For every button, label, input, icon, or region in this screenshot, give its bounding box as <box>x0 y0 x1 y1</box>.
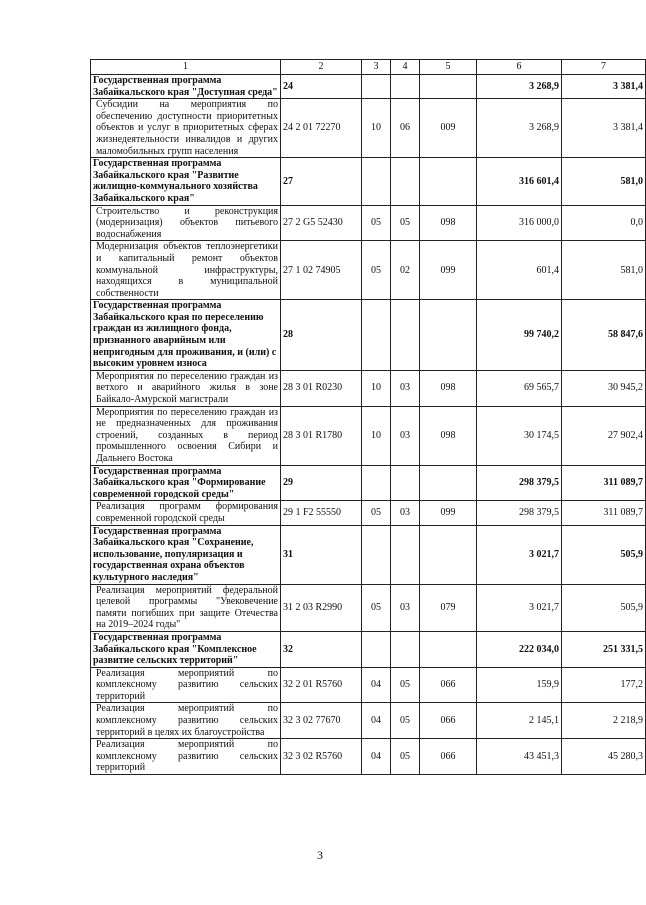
amount-year1-cell: 3 021,7 <box>477 525 562 584</box>
amount-year1-cell: 69 565,7 <box>477 370 562 406</box>
target-code-cell: 24 <box>281 75 362 99</box>
program-name-cell: Государственная программа Забайкальского края "Формирование современной городской среды" <box>91 465 281 501</box>
amount-year1-cell: 298 379,5 <box>477 501 562 525</box>
program-name-cell: Реализация мероприятий по комплексному развитию сельских территорий <box>91 739 281 775</box>
header-cell: 7 <box>562 60 646 75</box>
expense-type-cell: 099 <box>420 241 477 300</box>
expense-type-cell: 079 <box>420 584 477 631</box>
header-cell: 5 <box>420 60 477 75</box>
subsection-cell: 05 <box>391 739 420 775</box>
program-row <box>91 631 646 667</box>
subsection-cell <box>391 525 420 584</box>
program-name-cell: Мероприятия по переселению граждан из не предназначенных для проживания строений, созданных в период промышленного освоения Сибири и Дальнего Востока <box>91 406 281 465</box>
measure-row <box>91 205 646 241</box>
amount-year2-cell: 311 089,7 <box>562 501 646 525</box>
amount-year1-cell: 159,9 <box>477 667 562 703</box>
program-name-cell: Субсидии на мероприятия по обеспечению доступности приоритетных объектов и услуг в приоритетных сферах жизнедеятельности инвалидов и других маломобильных групп населения <box>91 99 281 158</box>
measure-row <box>91 703 646 739</box>
measure-row <box>91 241 646 300</box>
amount-year2-cell: 177,2 <box>562 667 646 703</box>
section-cell: 10 <box>362 370 391 406</box>
expense-type-cell: 009 <box>420 99 477 158</box>
subsection-cell: 05 <box>391 667 420 703</box>
program-name-cell: Реализация программ формирования современной городской среды <box>91 501 281 525</box>
amount-year1-cell: 43 451,3 <box>477 739 562 775</box>
amount-year1-cell: 298 379,5 <box>477 465 562 501</box>
header-cell: 4 <box>391 60 420 75</box>
subsection-cell <box>391 465 420 501</box>
header-cell: 2 <box>281 60 362 75</box>
amount-year2-cell: 27 902,4 <box>562 406 646 465</box>
amount-year2-cell: 581,0 <box>562 241 646 300</box>
subsection-cell <box>391 300 420 371</box>
expense-type-cell: 098 <box>420 205 477 241</box>
section-cell <box>362 465 391 501</box>
section-cell <box>362 300 391 371</box>
subsection-cell: 03 <box>391 370 420 406</box>
program-name-cell: Государственная программа Забайкальского края "Комплексное развитие сельских территорий" <box>91 631 281 667</box>
section-cell: 10 <box>362 99 391 158</box>
expense-type-cell <box>420 525 477 584</box>
target-code-cell: 27 2 G5 52430 <box>281 205 362 241</box>
amount-year2-cell: 45 280,3 <box>562 739 646 775</box>
measure-row <box>91 99 646 158</box>
expense-type-cell <box>420 300 477 371</box>
table-header-row <box>91 60 646 75</box>
target-code-cell: 28 3 01 R0230 <box>281 370 362 406</box>
amount-year1-cell: 2 145,1 <box>477 703 562 739</box>
target-code-cell: 32 2 01 R5760 <box>281 667 362 703</box>
amount-year2-cell: 0,0 <box>562 205 646 241</box>
section-cell <box>362 75 391 99</box>
program-row <box>91 75 646 99</box>
subsection-cell: 05 <box>391 703 420 739</box>
target-code-cell: 32 3 02 R5760 <box>281 739 362 775</box>
target-code-cell: 27 1 02 74905 <box>281 241 362 300</box>
amount-year2-cell: 251 331,5 <box>562 631 646 667</box>
amount-year2-cell: 581,0 <box>562 158 646 205</box>
section-cell <box>362 158 391 205</box>
target-code-cell: 29 <box>281 465 362 501</box>
measure-row <box>91 406 646 465</box>
expense-type-cell: 066 <box>420 703 477 739</box>
program-row <box>91 465 646 501</box>
program-row <box>91 158 646 205</box>
measure-row <box>91 739 646 775</box>
subsection-cell: 05 <box>391 205 420 241</box>
subsection-cell <box>391 631 420 667</box>
header-cell: 6 <box>477 60 562 75</box>
program-name-cell: Государственная программа Забайкальского края "Доступная среда" <box>91 75 281 99</box>
expense-type-cell: 098 <box>420 406 477 465</box>
expense-type-cell: 098 <box>420 370 477 406</box>
target-code-cell: 28 <box>281 300 362 371</box>
amount-year2-cell: 505,9 <box>562 525 646 584</box>
expense-type-cell: 099 <box>420 501 477 525</box>
amount-year1-cell: 99 740,2 <box>477 300 562 371</box>
expense-type-cell: 066 <box>420 739 477 775</box>
program-name-cell: Реализация мероприятий по комплексному развитию сельских территорий в целях их благоустройства <box>91 703 281 739</box>
amount-year2-cell: 30 945,2 <box>562 370 646 406</box>
subsection-cell <box>391 75 420 99</box>
amount-year2-cell: 58 847,6 <box>562 300 646 371</box>
target-code-cell: 32 <box>281 631 362 667</box>
section-cell <box>362 525 391 584</box>
amount-year1-cell: 3 268,9 <box>477 75 562 99</box>
target-code-cell: 32 3 02 77670 <box>281 703 362 739</box>
section-cell: 05 <box>362 501 391 525</box>
amount-year1-cell: 316 000,0 <box>477 205 562 241</box>
program-name-cell: Государственная программа Забайкальского края по переселению граждан из жилищного фонда, признанного аварийным или непригодным для проживания, и (или) с высоким уровнем износа <box>91 300 281 371</box>
section-cell: 05 <box>362 205 391 241</box>
amount-year1-cell: 3 021,7 <box>477 584 562 631</box>
program-name-cell: Государственная программа Забайкальского края "Развитие жилищно-коммунального хозяйства Забайкальского края" <box>91 158 281 205</box>
subsection-cell <box>391 158 420 205</box>
measure-row <box>91 584 646 631</box>
target-code-cell: 24 2 01 72270 <box>281 99 362 158</box>
expense-type-cell <box>420 631 477 667</box>
expense-type-cell <box>420 465 477 501</box>
target-code-cell: 31 2 03 R2990 <box>281 584 362 631</box>
amount-year2-cell: 505,9 <box>562 584 646 631</box>
section-cell <box>362 631 391 667</box>
program-row <box>91 525 646 584</box>
section-cell: 05 <box>362 241 391 300</box>
target-code-cell: 28 3 01 R1780 <box>281 406 362 465</box>
program-row <box>91 300 646 371</box>
amount-year1-cell: 3 268,9 <box>477 99 562 158</box>
target-code-cell: 29 1 F2 55550 <box>281 501 362 525</box>
program-name-cell: Строительство и реконструкция (модернизация) объектов питьевого водоснабжения <box>91 205 281 241</box>
subsection-cell: 03 <box>391 406 420 465</box>
section-cell: 10 <box>362 406 391 465</box>
amount-year1-cell: 30 174,5 <box>477 406 562 465</box>
amount-year2-cell: 3 381,4 <box>562 99 646 158</box>
amount-year2-cell: 311 089,7 <box>562 465 646 501</box>
program-name-cell: Мероприятия по переселению граждан из ветхого и аварийного жилья в зоне Байкало-Амурской магистрали <box>91 370 281 406</box>
target-code-cell: 27 <box>281 158 362 205</box>
expense-type-cell <box>420 75 477 99</box>
subsection-cell: 03 <box>391 584 420 631</box>
program-name-cell: Реализация мероприятий федеральной целевой программы "Увековечение памяти погибших при защите Отечества на 2019–2024 годы" <box>91 584 281 631</box>
section-cell: 04 <box>362 703 391 739</box>
section-cell: 05 <box>362 584 391 631</box>
amount-year1-cell: 222 034,0 <box>477 631 562 667</box>
expense-type-cell <box>420 158 477 205</box>
header-cell: 3 <box>362 60 391 75</box>
expense-type-cell: 066 <box>420 667 477 703</box>
budget-table <box>90 59 646 775</box>
target-code-cell: 31 <box>281 525 362 584</box>
amount-year2-cell: 3 381,4 <box>562 75 646 99</box>
amount-year1-cell: 316 601,4 <box>477 158 562 205</box>
amount-year2-cell: 2 218,9 <box>562 703 646 739</box>
measure-row <box>91 667 646 703</box>
subsection-cell: 02 <box>391 241 420 300</box>
amount-year1-cell: 601,4 <box>477 241 562 300</box>
measure-row <box>91 501 646 525</box>
program-name-cell: Государственная программа Забайкальского края "Сохранение, использование, популяризация и государственная охрана объектов культурного наследия" <box>91 525 281 584</box>
program-name-cell: Модернизация объектов теплоэнергетики и капитальный ремонт объектов коммунальной инфраструктуры, находящихся в муниципальной собственности <box>91 241 281 300</box>
section-cell: 04 <box>362 667 391 703</box>
header-cell: 1 <box>91 60 281 75</box>
subsection-cell: 06 <box>391 99 420 158</box>
subsection-cell: 03 <box>391 501 420 525</box>
program-name-cell: Реализация мероприятий по комплексному развитию сельских территорий <box>91 667 281 703</box>
section-cell: 04 <box>362 739 391 775</box>
page-number: 3 <box>317 848 323 862</box>
measure-row <box>91 370 646 406</box>
